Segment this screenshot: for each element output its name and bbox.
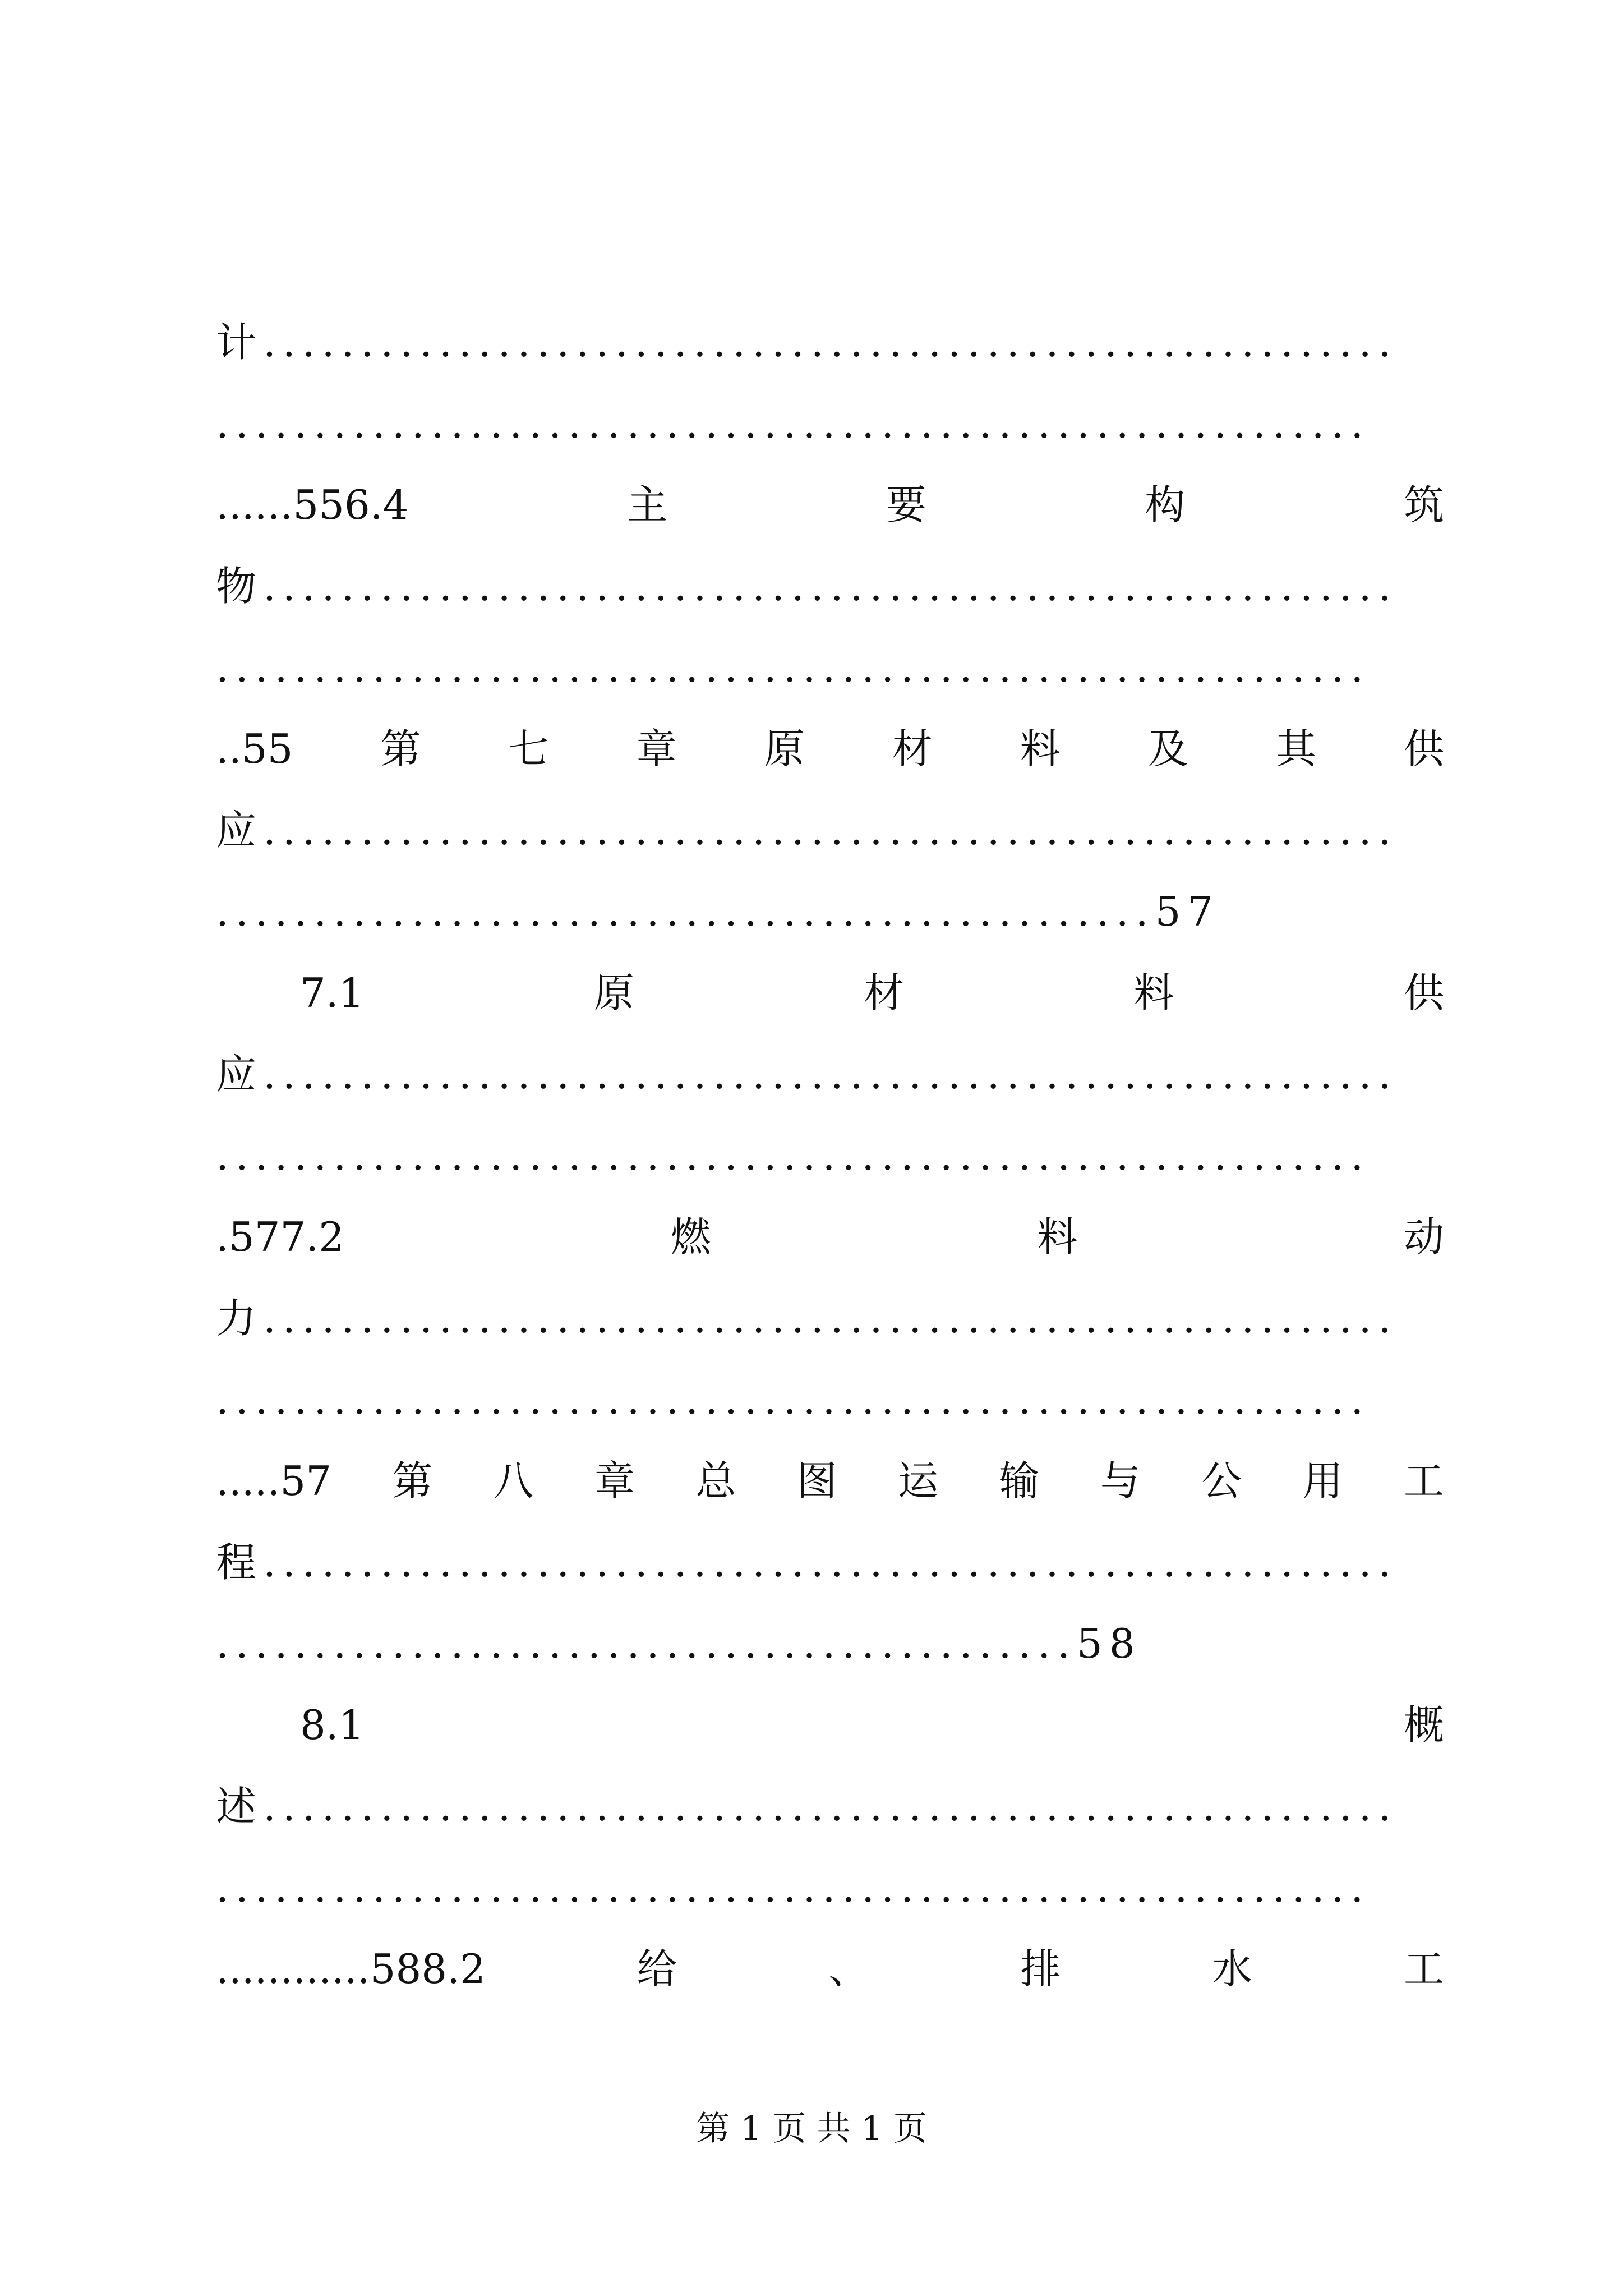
toc-token: 及 — [1147, 725, 1188, 772]
toc-line-6 — [216, 718, 1444, 780]
toc-line-5: ........................................................... — [216, 644, 1371, 691]
toc-token: 原 — [764, 725, 805, 772]
toc-token: 筑 — [1403, 481, 1444, 528]
toc-token: 其 — [1275, 725, 1316, 772]
toc-line-21 — [216, 1938, 1444, 2000]
toc-line-9 — [300, 962, 1444, 1024]
toc-token: 材 — [892, 725, 933, 772]
toc-token: 料 — [1020, 725, 1061, 772]
toc-token: 排 — [1020, 1945, 1061, 1993]
toc-token: 输 — [999, 1457, 1040, 1504]
toc-line-14: ........................................................... — [216, 1376, 1371, 1423]
toc-line-1: 计.......................................................... — [216, 319, 1398, 366]
toc-token: 八 — [493, 1457, 534, 1504]
toc-token: 运 — [898, 1457, 939, 1504]
toc-token: 图 — [796, 1457, 837, 1504]
toc-token: ......556.4 — [216, 481, 409, 528]
toc-token: 七 — [508, 725, 549, 772]
toc-token: 第 — [380, 725, 421, 772]
toc-token: 料 — [1133, 969, 1174, 1016]
toc-token: 公 — [1201, 1457, 1242, 1504]
toc-token: 燃 — [670, 1213, 711, 1260]
toc-token: 总 — [695, 1457, 736, 1504]
toc-line-19: 述.......................................................... — [216, 1783, 1398, 1830]
toc-token: 材 — [864, 969, 905, 1016]
toc-line-17: ............................................58 — [216, 1620, 1142, 1667]
toc-line-11: ........................................................... — [216, 1132, 1371, 1179]
toc-token: 第 — [392, 1457, 433, 1504]
toc-token: 工 — [1403, 1945, 1444, 1993]
toc-token: 章 — [594, 1457, 635, 1504]
toc-token: .....57 — [216, 1457, 332, 1504]
toc-line-16: 程.......................................................... — [216, 1539, 1398, 1586]
toc-token: 料 — [1037, 1213, 1078, 1260]
toc-line-20: ........................................................... — [216, 1864, 1371, 1911]
toc-token: 动 — [1403, 1213, 1444, 1260]
toc-line-4: 物.......................................................... — [216, 563, 1398, 610]
toc-token: 章 — [636, 725, 677, 772]
toc-line-10: 应.......................................................... — [216, 1051, 1398, 1098]
toc-token: 供 — [1403, 969, 1444, 1016]
toc-token: 构 — [1145, 481, 1186, 528]
toc-line-3 — [216, 474, 1444, 536]
toc-line-8: ................................................57 — [216, 888, 1220, 935]
toc-line-7: 应.......................................................... — [216, 807, 1398, 854]
toc-token: 7.1 — [300, 969, 365, 1016]
toc-token: 水 — [1212, 1945, 1253, 1993]
toc-token: 、 — [828, 1945, 869, 1993]
toc-token: 8.1 — [300, 1701, 365, 1749]
toc-token: ............588.2 — [216, 1945, 486, 1993]
toc-token: 用 — [1302, 1457, 1343, 1504]
toc-token: 主 — [627, 481, 668, 528]
toc-token: 与 — [1100, 1457, 1141, 1504]
toc-line-15 — [216, 1450, 1444, 1512]
toc-token: 概 — [1403, 1701, 1444, 1749]
toc-line-18 — [300, 1694, 1444, 1756]
toc-token: ..55 — [216, 725, 293, 772]
toc-token: 要 — [886, 481, 926, 528]
toc-token: .577.2 — [216, 1213, 345, 1260]
toc-token: 供 — [1403, 725, 1444, 772]
toc-token: 工 — [1403, 1457, 1444, 1504]
toc-token: 原 — [593, 969, 634, 1016]
toc-token: 给 — [637, 1945, 677, 1993]
page-footer: 第 1 页 共 1 页 — [696, 2109, 927, 2148]
toc-line-13: 力.......................................................... — [216, 1295, 1398, 1342]
toc-line-2: ........................................................... — [216, 400, 1371, 447]
toc-line-12 — [216, 1206, 1444, 1268]
